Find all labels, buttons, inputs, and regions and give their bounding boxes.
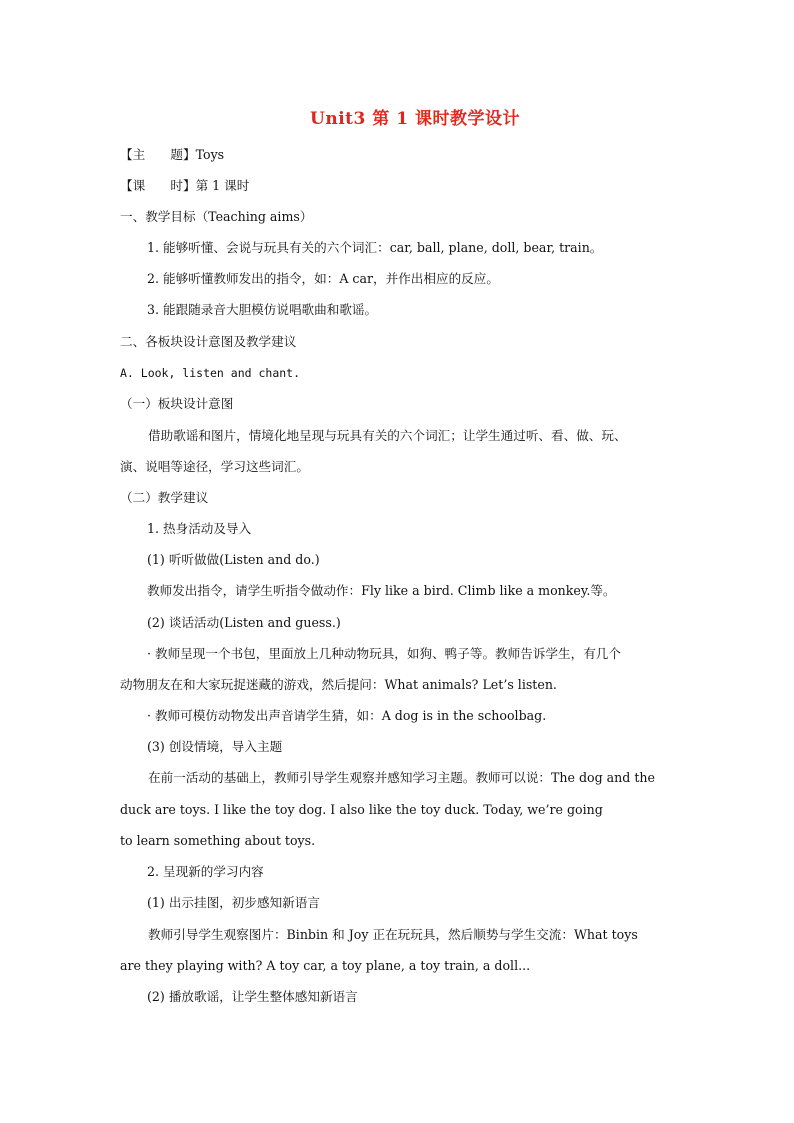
paragraph-line: 在前一活动的基础上，教师引导学生观察并感知学习主题。教师可以说：The dog and the — [148, 770, 655, 785]
bullet-line: · 教师呈现一个书包，里面放上几种动物玩具，如狗、鸭子等。教师告诉学生，有几个 — [147, 646, 621, 661]
step-heading-2: 2. 呈现新的学习内容 — [147, 864, 264, 879]
paragraph-line: 演、说唱等途径，学习这些词汇。 — [120, 459, 309, 474]
aim-item-2: 2. 能够听懂教师发出的指令，如：A car，并作出相应的反应。 — [147, 271, 499, 286]
activity-heading: (1) 出示挂图，初步感知新语言 — [147, 895, 320, 910]
activity-heading: (2) 播放歌谣，让学生整体感知新语言 — [147, 989, 358, 1004]
activity-heading: (1) 听听做做(Listen and do.) — [147, 552, 320, 567]
aim-item-3: 3. 能跟随录音大胆模仿说唱歌曲和歌谣。 — [147, 302, 378, 317]
activity-heading: (2) 谈话活动(Listen and guess.) — [147, 615, 341, 630]
subsection-heading-suggestions: （二）教学建议 — [120, 490, 209, 505]
step-heading-1: 1. 热身活动及导入 — [147, 521, 252, 536]
bullet-line: · 教师可模仿动物发出声音请学生猜，如：A dog is in the schoolbag. — [147, 708, 547, 723]
activity-heading: (3) 创设情境，导入主题 — [147, 739, 283, 754]
paragraph-line: to learn something about toys. — [120, 833, 316, 848]
part-a-heading: A. Look, listen and chant. — [120, 366, 301, 380]
lesson-line: 【课 时】第 1 课时 — [120, 178, 250, 193]
paragraph-line: duck are toys. I like the toy dog. I also like the toy duck. Today, we’re going — [120, 802, 603, 817]
topic-line: 【主 题】Toys — [120, 147, 225, 162]
paragraph-line: 教师引导学生观察图片：Binbin 和 Joy 正在玩玩具，然后顺势与学生交流：What toys — [148, 927, 638, 942]
section-heading-aims: 一、教学目标（Teaching aims） — [120, 209, 313, 224]
paragraph-line: 教师发出指令，请学生听指令做动作：Fly like a bird. Climb like a monkey.等。 — [147, 583, 616, 598]
document-title: Unit3 第 1 课时教学设计 — [310, 109, 520, 129]
paragraph-line: 动物朋友在和大家玩捉迷藏的游戏，然后提问：What animals? Let’s listen. — [120, 677, 557, 692]
paragraph-line: 借助歌谣和图片，情境化地呈现与玩具有关的六个词汇；让学生通过听、看、做、玩、 — [148, 428, 627, 443]
aim-item-1: 1. 能够听懂、会说与玩具有关的六个词汇：car, ball, plane, doll, bear, train。 — [147, 240, 603, 255]
paragraph-line: are they playing with? A toy car, a toy plane, a toy train, a doll... — [120, 958, 531, 973]
subsection-heading-intent: （一）板块设计意图 — [120, 396, 234, 411]
section-heading-design: 二、各板块设计意图及教学建议 — [120, 334, 297, 349]
